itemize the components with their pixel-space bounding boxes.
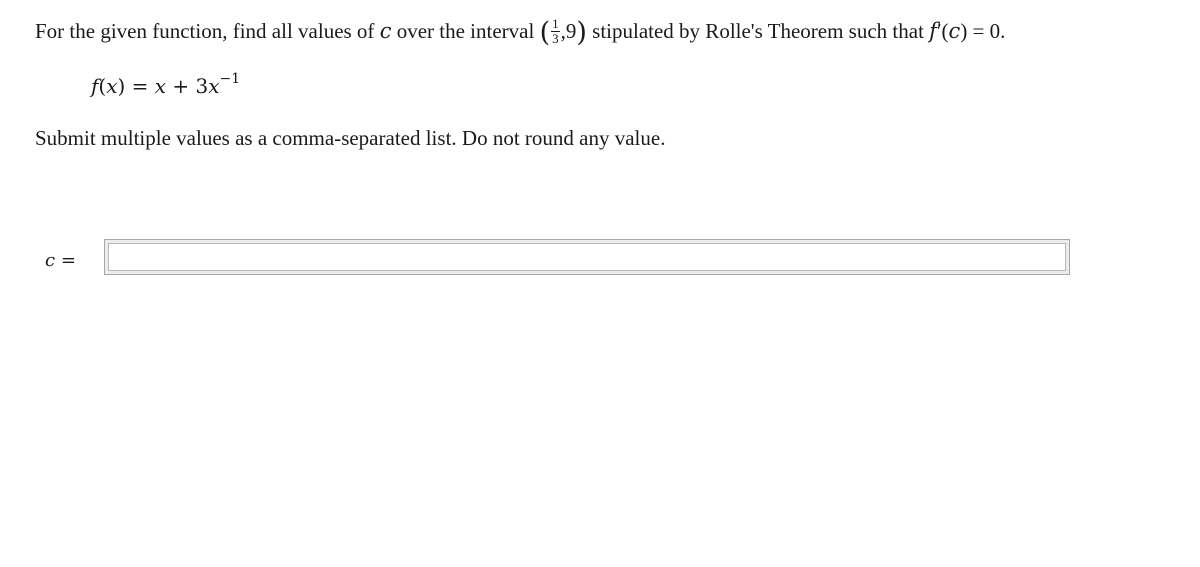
fraction-numerator: 1 bbox=[552, 16, 559, 32]
interval-lower-fraction bbox=[551, 17, 560, 45]
answer-label-eq: = bbox=[55, 250, 76, 271]
interval-separator: , bbox=[560, 19, 566, 43]
function-x-term: x bbox=[154, 74, 167, 98]
function-definition bbox=[91, 71, 241, 98]
c-variable: c bbox=[379, 18, 392, 43]
function-x-term2: x bbox=[208, 74, 220, 98]
question-middle: over the interval bbox=[391, 18, 540, 43]
answer-label bbox=[45, 250, 76, 271]
function-equals: ) = bbox=[117, 74, 155, 98]
question-tail: stipulated by Rolle's Theorem such that bbox=[586, 18, 930, 43]
function-x: x bbox=[106, 74, 118, 98]
question-text bbox=[35, 16, 1006, 48]
interval-upper: 9 bbox=[565, 19, 577, 43]
question-lead: For the given function, find all values of bbox=[35, 18, 380, 43]
function-plus-coef: + 3 bbox=[166, 74, 209, 98]
fraction-denominator: 3 bbox=[552, 30, 559, 46]
condition-f: f bbox=[929, 18, 937, 43]
answer-label-var: c bbox=[45, 250, 56, 271]
condition-c: c bbox=[948, 18, 961, 43]
function-exponent: −1 bbox=[219, 71, 241, 87]
interval-close-paren: ) bbox=[576, 17, 587, 48]
function-open-paren: ( bbox=[98, 74, 107, 98]
interval-open-paren: ( bbox=[539, 17, 551, 48]
answer-input[interactable] bbox=[104, 239, 1070, 275]
function-f: f bbox=[91, 74, 99, 98]
interval-expression bbox=[539, 16, 587, 48]
instruction-text: Submit multiple values as a comma-separated list. Do not round any value. bbox=[35, 126, 666, 150]
condition-prime-open: ′( bbox=[936, 18, 949, 43]
condition-tail: ) = 0. bbox=[960, 18, 1006, 43]
